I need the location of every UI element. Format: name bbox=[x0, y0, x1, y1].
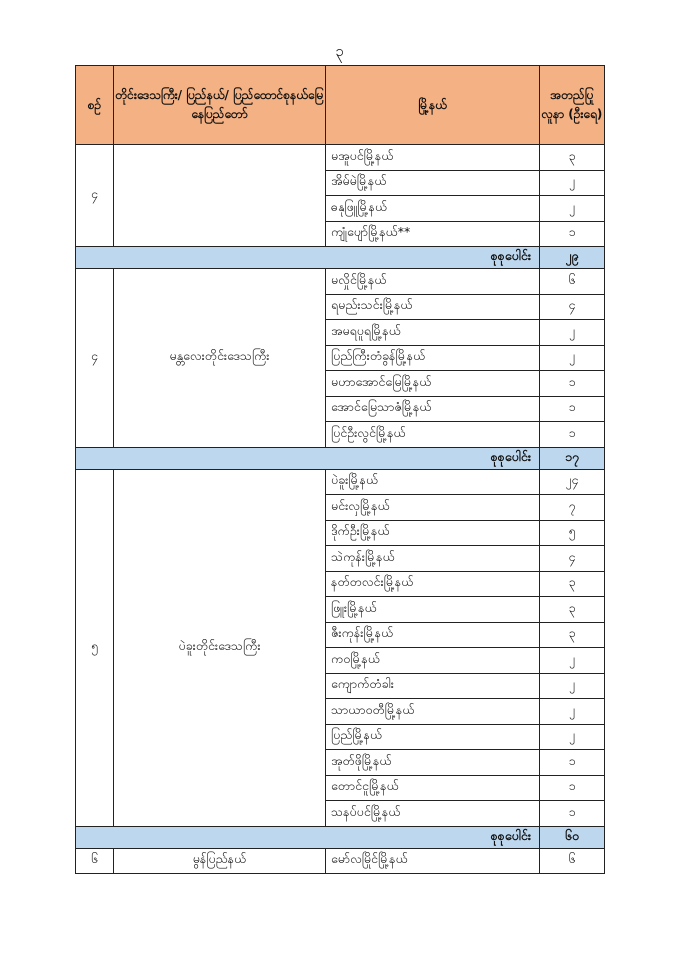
township-cell: ပြည်မြို့နယ် bbox=[326, 724, 540, 750]
case-count-cell: ၃ bbox=[540, 622, 605, 648]
township-cell: သနပ်ပင်မြို့နယ် bbox=[326, 801, 540, 827]
subtotal-value: ၂၉ bbox=[540, 247, 605, 269]
subtotal-label: စုစုပေါင်း bbox=[76, 447, 540, 469]
township-cell: သာယာဝတီမြို့နယ် bbox=[326, 699, 540, 725]
township-cell: ကျောက်တံခါး bbox=[326, 673, 540, 699]
case-count-cell: ၅ bbox=[540, 520, 605, 546]
case-count-cell: ၂ bbox=[540, 673, 605, 699]
header-region: တိုင်းဒေသကြီး/ ပြည်နယ်/ ပြည်ထောင်စုနယ်မြေ နေပြည်တော် bbox=[114, 66, 326, 145]
township-cell: ဇီးကုန်းမြို့နယ် bbox=[326, 622, 540, 648]
township-cell: ပြင်ဦးလွင်မြို့နယ် bbox=[326, 422, 540, 448]
serial-number-cell: ၆ bbox=[76, 848, 114, 874]
case-count-cell: ၁ bbox=[540, 221, 605, 247]
case-count-cell: ၄ bbox=[540, 546, 605, 572]
serial-number-cell: ၄ bbox=[76, 269, 114, 448]
case-count-cell: ၁ bbox=[540, 801, 605, 827]
serial-number-cell: ၄ bbox=[76, 145, 114, 247]
township-cell: အုတ်ဖိုမြို့နယ် bbox=[326, 750, 540, 776]
township-cell: အမရပူရမြို့နယ် bbox=[326, 320, 540, 346]
case-count-cell: ၆ bbox=[540, 269, 605, 295]
case-count-cell: ၄ bbox=[540, 294, 605, 320]
township-cell: မလှိုင်မြို့နယ် bbox=[326, 269, 540, 295]
case-count-cell: ၇ bbox=[540, 495, 605, 521]
township-cell: တောင်ငူမြို့နယ် bbox=[326, 775, 540, 801]
region-name-cell: မွန်ပြည်နယ် bbox=[114, 848, 326, 874]
region-name-cell: ပဲခူးတိုင်းဒေသကြီး bbox=[114, 469, 326, 826]
subtotal-label: စုစုပေါင်း bbox=[76, 826, 540, 848]
table-row bbox=[76, 269, 605, 295]
subtotal-row bbox=[76, 247, 605, 269]
table-row bbox=[76, 469, 605, 495]
subtotal-label: စုစုပေါင်း bbox=[76, 247, 540, 269]
table-header-row bbox=[76, 66, 605, 145]
township-cell: မအူပင်မြို့နယ် bbox=[326, 145, 540, 171]
case-count-cell: ၂ bbox=[540, 648, 605, 674]
township-cell: ကဝမြို့နယ် bbox=[326, 648, 540, 674]
case-count-cell: ၂ bbox=[540, 345, 605, 371]
case-count-cell: ၂ bbox=[540, 170, 605, 196]
township-cell: ဖြူးမြို့နယ် bbox=[326, 597, 540, 623]
township-cell: ရမည်းသင်းမြို့နယ် bbox=[326, 294, 540, 320]
case-count-cell: ၆ bbox=[540, 848, 605, 874]
township-cell: နတ်တလင်းမြို့နယ် bbox=[326, 571, 540, 597]
township-cell: အိမ်မဲမြို့နယ် bbox=[326, 170, 540, 196]
subtotal-value: ၁၇ bbox=[540, 447, 605, 469]
subtotal-row bbox=[76, 447, 605, 469]
township-cell: ဒိုက်ဦးမြို့နယ် bbox=[326, 520, 540, 546]
township-cell: မော်လမြိုင်မြို့နယ် bbox=[326, 848, 540, 874]
case-count-cell: ၁ bbox=[540, 422, 605, 448]
page-number: ၃ bbox=[335, 42, 344, 60]
region-name-cell bbox=[114, 145, 326, 247]
township-cell: ဓနုဖြူမြို့နယ် bbox=[326, 196, 540, 222]
subtotal-row bbox=[76, 826, 605, 848]
township-cell: သဲကုန်းမြို့နယ် bbox=[326, 546, 540, 572]
township-cell: ပြည်ကြီးတံခွန်မြို့နယ် bbox=[326, 345, 540, 371]
subtotal-value: ၆၀ bbox=[540, 826, 605, 848]
township-cell: ပဲခူးမြို့နယ် bbox=[326, 469, 540, 495]
region-name-cell: မန္တလေးတိုင်းဒေသကြီး bbox=[114, 269, 326, 448]
header-count: အတည်ပြု လူနာ (ဦးရေ) bbox=[540, 66, 605, 145]
township-cell: အောင်မြေသာဇံမြို့နယ် bbox=[326, 396, 540, 422]
case-count-cell: ၂ bbox=[540, 699, 605, 725]
case-count-cell: ၁ bbox=[540, 371, 605, 397]
table-row bbox=[76, 145, 605, 171]
case-count-cell: ၁ bbox=[540, 750, 605, 776]
case-count-cell: ၂ bbox=[540, 320, 605, 346]
serial-number-cell: ၅ bbox=[76, 469, 114, 826]
township-cell: မဟာအောင်မြေမြို့နယ် bbox=[326, 371, 540, 397]
case-count-cell: ၁ bbox=[540, 775, 605, 801]
case-count-cell: ၂ bbox=[540, 724, 605, 750]
covid-cases-table bbox=[75, 65, 605, 874]
case-count-cell: ၃ bbox=[540, 145, 605, 171]
table-row bbox=[76, 848, 605, 874]
township-cell: ကျုံပျော်မြို့နယ်** bbox=[326, 221, 540, 247]
header-sn: စဉ် bbox=[76, 66, 114, 145]
case-count-cell: ၁ bbox=[540, 396, 605, 422]
township-cell: မင်းလှမြို့နယ် bbox=[326, 495, 540, 521]
case-count-cell: ၃ bbox=[540, 597, 605, 623]
case-count-cell: ၃ bbox=[540, 571, 605, 597]
case-count-cell: ၂၄ bbox=[540, 469, 605, 495]
header-township: မြို့နယ် bbox=[326, 66, 540, 145]
case-count-cell: ၂ bbox=[540, 196, 605, 222]
